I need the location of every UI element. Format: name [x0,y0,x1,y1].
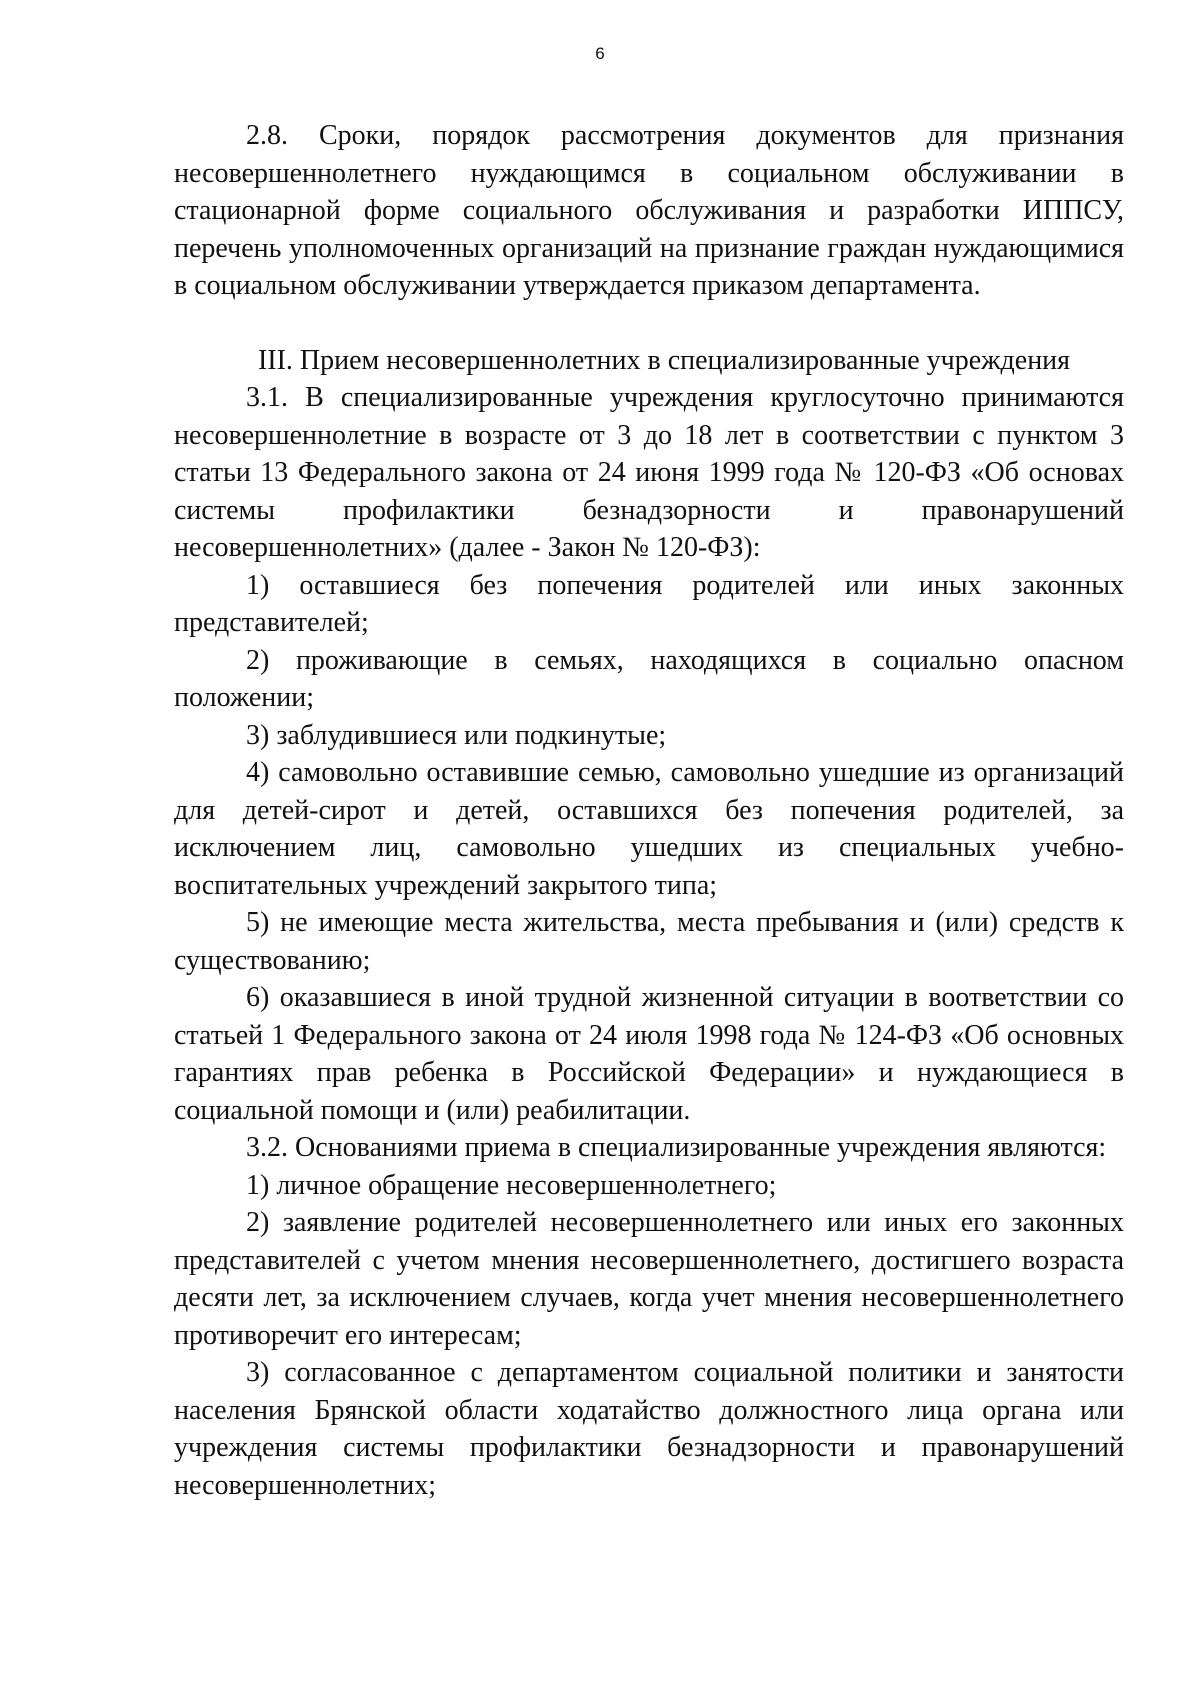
section-heading-iii: III. Прием несовершеннолетних в специализированные учреждения [257,344,1071,376]
list-item-3-1-2: 2) проживающие в семьях, находящихся в социально опасном положении; [174,644,1124,713]
list-item-3-1-4: 4) самовольно оставившие семью, самовольно ушедшие из организаций для детей-сирот и детей, оставшихся без попечения родителей, за исключением лиц, самовольно ушедших из специальных учебно-воспитательных учреждений закрытого типа; [174,757,1124,901]
list-item-3-2-1: 1) личное обращение несовершеннолетнего; [246,1169,777,1201]
list-item-3-2-3: 3) согласованное с департаментом социальной политики и занятости населения Брянской области ходатайство должностного лица органа или учреждения системы профилактики безнадзорности и правонарушений несовершеннолетних; [174,1357,1124,1501]
list-item-3-1-6: 6) оказавшиеся в иной трудной жизненной ситуации в воответствии со статьей 1 Федерального закона от 24 июля 1998 года № 124-ФЗ «Об основных гарантиях прав ребенка в Российской Федерации» и нуждающиеся в социальной помощи и (или) реабилитации. [174,982,1124,1126]
document-body [174,117,1124,1504]
paragraph-3-1: 3.1. В специализированные учреждения круглосуточно принимаются несовершеннолетние в возрасте от 3 до 18 лет в соответствии с пунктом 3 статьи 13 Федерального закона от 24 июня 1999 года № 120-ФЗ «Об основах системы профилактики безнадзорности и правонарушений несовершеннолетних» (далее - Закон № 120-ФЗ): [174,382,1124,563]
paragraph-3-2: 3.2. Основаниями приема в специализированные учреждения являются: [246,1132,1107,1163]
list-item-3-1-3: 3) заблудившиеся или подкинутые; [246,719,667,751]
page-number: 6 [595,44,605,63]
paragraph-2-8: 2.8. Сроки, порядок рассмотрения документов для признания несовершеннолетнего нуждающимся в социальном обслуживании в стационарной форме социального обслуживания и разработки ИППСУ, перечень уполномоченных организаций на признание граждан нуждающимися в социальном обслуживании утверждается приказом департамента. [174,120,1124,301]
list-item-3-1-5: 5) не имеющие места жительства, места пребывания и (или) средств к существованию; [174,907,1124,976]
list-item-3-1-1: 1) оставшиеся без попечения родителей или иных законных представителей; [174,569,1124,638]
list-item-3-2-2: 2) заявление родителей несовершеннолетнего или иных его законных представителей с учетом мнения несовершеннолетнего, достигшего возраста десяти лет, за исключением случаев, когда учет мнения несовершеннолетнего противоречит его интересам; [174,1207,1124,1351]
